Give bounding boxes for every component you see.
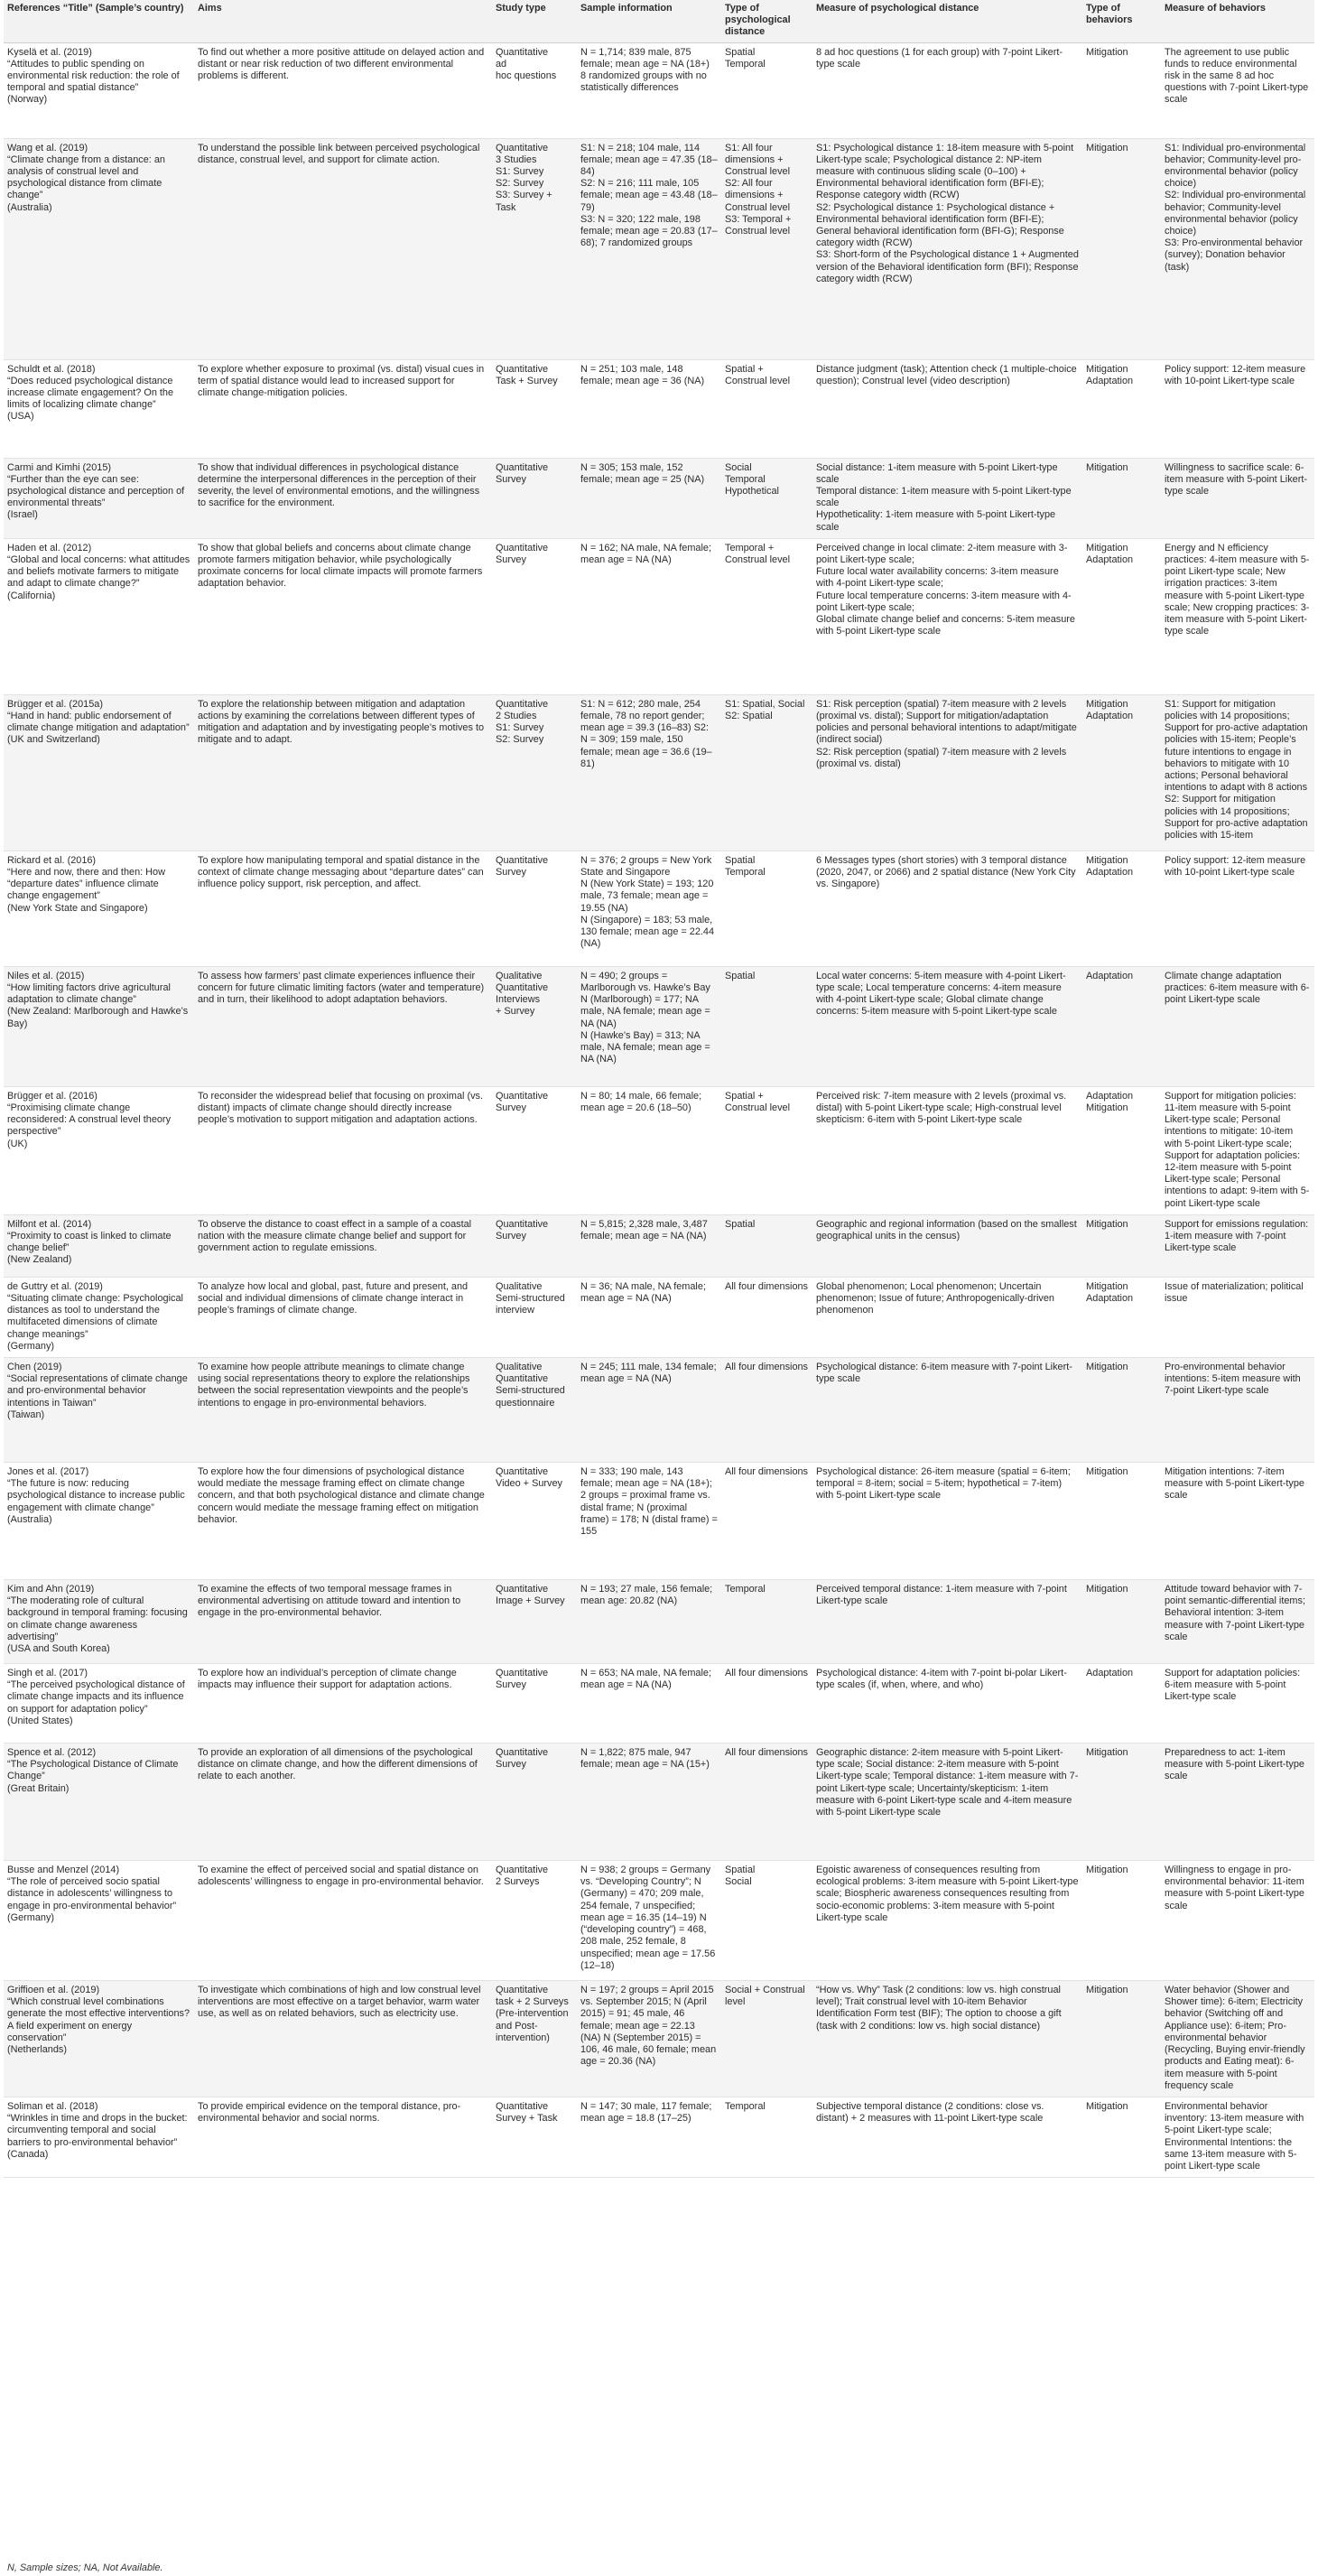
table-cell: N = 1,714; 839 male, 875 female; mean age = NA (18+) 8 randomized groups with no statistically differences bbox=[577, 42, 721, 138]
table-cell: Quantitative Survey bbox=[492, 1214, 577, 1277]
table-cell: N = 162; NA male, NA female; mean age = NA (NA) bbox=[577, 538, 721, 694]
table-row bbox=[4, 1580, 1314, 1664]
table-cell: Mitigation bbox=[1082, 1214, 1161, 1277]
table-row bbox=[4, 1744, 1314, 1861]
table-cell: N = 245; 111 male, 134 female; mean age = NA (NA) bbox=[577, 1358, 721, 1463]
table-cell: N = 376; 2 groups = New York State and Singapore N (New York State) = 193; 120 male, 73 female; mean age = 19.55 (NA) N (Singapore) = 183; 53 male, 130 female; mean age = 22.44 (NA) bbox=[577, 851, 721, 966]
table-cell: To examine the effects of two temporal message frames in environmental advertising on attitude toward and intention to engage in the pro-environmental behavior. bbox=[194, 1580, 492, 1664]
table-cell: Climate change adaptation practices: 6-item measure with 6-point Likert-type scale bbox=[1161, 966, 1314, 1086]
table-cell: Quantitative 2 Surveys bbox=[492, 1861, 577, 1981]
table-cell: The agreement to use public funds to reduce environmental risk in the same 8 ad hoc questions with 7-point Likert-type scale bbox=[1161, 42, 1314, 138]
table-cell: Quantitative Image + Survey bbox=[492, 1580, 577, 1664]
table-cell: S1: Spatial, Social S2: Spatial bbox=[721, 694, 812, 851]
table-cell: Psychological distance: 26-item measure (spatial = 6-item; temporal = 8-item; social = 5-item; hypothetical = 7-item) with 5-point Likert-type scale bbox=[812, 1463, 1082, 1580]
table-cell: Local water concerns: 5-item measure with 4-point Likert-type scale; Local temperature concerns: 4-item measure with 4-point Likert-type scale; Global climate change concerns: 5-item measure with 5-point Likert-type scale bbox=[812, 966, 1082, 1086]
table-cell: N = 147; 30 male, 117 female; mean age = 18.8 (17–25) bbox=[577, 2097, 721, 2177]
table-cell: Mitigation bbox=[1082, 138, 1161, 359]
table-cell: To find out whether a more positive attitude on delayed action and distant or near risk reduction of two different environmental problems is different. bbox=[194, 42, 492, 138]
table-cell: Griffioen et al. (2019) “Which construal level combinations generate the most effective interventions? A field experiment on energy conservation” (Netherlands) bbox=[4, 1981, 194, 2097]
table-cell: Jones et al. (2017) “The future is now: reducing psychological distance to increase public engagement with climate change” (Australia) bbox=[4, 1463, 194, 1580]
table-cell: To understand the possible link between perceived psychological distance, construal level, and support for climate action. bbox=[194, 138, 492, 359]
table-cell: Quantitative Survey bbox=[492, 1744, 577, 1861]
table-cell: Niles et al. (2015) “How limiting factors drive agricultural adaptation to climate change” (New Zealand: Marlborough and Hawke’s Bay) bbox=[4, 966, 194, 1086]
header-cell: Type of behaviors bbox=[1082, 0, 1161, 42]
table-row bbox=[4, 1277, 1314, 1357]
table-cell: Quantitative 2 Studies S1: Survey S2: Survey bbox=[492, 694, 577, 851]
table-row bbox=[4, 851, 1314, 966]
table-cell: S1: N = 218; 104 male, 114 female; mean age = 47.35 (18–84) S2: N = 216; 111 male, 105 female; mean age = 43.48 (18–79) S3: N = 320; 122 male, 198 female; mean age = 20.83 (17–68); 7 randomized groups bbox=[577, 138, 721, 359]
table-cell: Adaptation Mitigation bbox=[1082, 1086, 1161, 1214]
table-cell: To provide an exploration of all dimensions of the psychological distance on climate change, and how the different dimensions of relate to each another. bbox=[194, 1744, 492, 1861]
table-cell: Mitigation bbox=[1082, 458, 1161, 538]
table-cell: To assess how farmers’ past climate experiences influence their concern for future climatic limiting factors (water and temperature) and in turn, their likelihood to adopt adaptation behaviors. bbox=[194, 966, 492, 1086]
table-cell: N = 333; 190 male, 143 female; mean age = NA (18+); 2 groups = proximal frame vs. distal frame; N (proximal frame) = 178; N (distal frame) = 155 bbox=[577, 1463, 721, 1580]
table-cell: Spence et al. (2012) “The Psychological Distance of Climate Change” (Great Britain) bbox=[4, 1744, 194, 1861]
table-cell: To investigate which combinations of high and low construal level interventions are most effective on a target behavior, warm water use, as well as on related behaviors, such as electricity use. bbox=[194, 1981, 492, 2097]
table-cell: Perceived temporal distance: 1-item measure with 7-point Likert-type scale bbox=[812, 1580, 1082, 1664]
table-cell: Geographic and regional information (based on the smallest geographical units in the census) bbox=[812, 1214, 1082, 1277]
table-cell: N = 193; 27 male, 156 female; mean age: 20.82 (NA) bbox=[577, 1580, 721, 1664]
table-cell: “How vs. Why” Task (2 conditions: low vs. high construal level); Trait construal level with 10-item Behavior Identification Form test (BIF); The option to choose a gift (task with 2 conditions: low vs. high social distance) bbox=[812, 1981, 1082, 2097]
table-cell: Kyselä et al. (2019) “Attitudes to public spending on environmental risk reduction: the role of temporal and spatial distance” (Norway) bbox=[4, 42, 194, 138]
header-cell: Measure of behaviors bbox=[1161, 0, 1314, 42]
table-cell: 6 Messages types (short stories) with 3 temporal distance (2020, 2047, or 2066) and 2 spatial distance (New York City vs. Singapore) bbox=[812, 851, 1082, 966]
table-cell: Spatial Temporal bbox=[721, 42, 812, 138]
table-row bbox=[4, 138, 1314, 359]
table-cell: Quantitative Task + Survey bbox=[492, 359, 577, 458]
table-cell: Policy support: 12-item measure with 10-point Likert-type scale bbox=[1161, 851, 1314, 966]
table-cell: Social + Construal level bbox=[721, 1981, 812, 2097]
table-cell: N = 653; NA male, NA female; mean age = NA (NA) bbox=[577, 1664, 721, 1744]
table-footnote: N, Sample sizes; NA, Not Available. bbox=[7, 2562, 163, 2573]
table-cell: All four dimensions bbox=[721, 1358, 812, 1463]
table-cell: Perceived change in local climate: 2-item measure with 3-point Likert-type scale; Future local water availability concerns: 3-item measure with 4-point Likert-type scale; Future local temperature concerns: 3-item measure with 4-point Likert-type scale; Global climate change belief and concerns: 5-item measure with 5-point Likert-type scale bbox=[812, 538, 1082, 694]
table-cell: Kim and Ahn (2019) “The moderating role of cultural background in temporal framing: focusing on climate change awareness advertising” (USA and South Korea) bbox=[4, 1580, 194, 1664]
header-row bbox=[4, 0, 1314, 42]
table-cell: Willingness to sacrifice scale: 6-item measure with 5-point Likert-type scale bbox=[1161, 458, 1314, 538]
table-cell: Policy support: 12-item measure with 10-point Likert-type scale bbox=[1161, 359, 1314, 458]
table-cell: Support for mitigation policies: 11-item measure with 5-point Likert-type scale; Personal intentions to mitigate: 10-item with 5-point Likert-type scale; Support for adaptation policies: 12-item measure with 5-point Likert-type scale; Personal intentions to adapt: 9-item with 5-point Likert-type scale bbox=[1161, 1086, 1314, 1214]
table-cell: N = 490; 2 groups = Marlborough vs. Hawke’s Bay N (Marlborough) = 177; NA male, NA female; mean age = NA (NA) N (Hawke’s Bay) = 313; NA male, NA female; mean age = NA (NA) bbox=[577, 966, 721, 1086]
table-cell: To observe the distance to coast effect in a sample of a coastal nation with the measure climate change belief and support for government action to regulate emissions. bbox=[194, 1214, 492, 1277]
table-cell: Mitigation Adaptation bbox=[1082, 538, 1161, 694]
table-row bbox=[4, 1086, 1314, 1214]
table-cell: S1: All four dimensions + Construal level S2: All four dimensions + Construal level S3: Temporal + Construal level bbox=[721, 138, 812, 359]
table-cell: To provide empirical evidence on the temporal distance, pro-environmental behavior and social norms. bbox=[194, 2097, 492, 2177]
table-cell: Spatial + Construal level bbox=[721, 1086, 812, 1214]
table-cell: To analyze how local and global, past, future and present, and social and individual dimensions of climate change interact in people’s framings of climate change. bbox=[194, 1277, 492, 1357]
table-cell: 8 ad hoc questions (1 for each group) with 7-point Likert-type scale bbox=[812, 42, 1082, 138]
table-cell: Subjective temporal distance (2 conditions: close vs. distant) + 2 measures with 11-point Likert-type scale bbox=[812, 2097, 1082, 2177]
table-cell: Qualitative Quantitative Semi-structured questionnaire bbox=[492, 1358, 577, 1463]
table-cell: Busse and Menzel (2014) “The role of perceived socio spatial distance in adolescents’ willingness to engage in pro-environmental behavior” (Germany) bbox=[4, 1861, 194, 1981]
table-cell: Mitigation intentions: 7-item measure with 5-point Likert-type scale bbox=[1161, 1463, 1314, 1580]
table-cell: N = 5,815; 2,328 male, 3,487 female; mean age = NA (NA) bbox=[577, 1214, 721, 1277]
table-cell: Attitude toward behavior with 7-point semantic-differential items; Behavioral intention: 3-item measure with 7-point Likert-type scale bbox=[1161, 1580, 1314, 1664]
table-row bbox=[4, 1358, 1314, 1463]
table-cell: Spatial bbox=[721, 1214, 812, 1277]
table-cell: Mitigation bbox=[1082, 1580, 1161, 1664]
table-cell: All four dimensions bbox=[721, 1463, 812, 1580]
table-cell: To explore whether exposure to proximal (vs. distal) visual cues in term of spatial distance would lead to increased support for climate change-mitigation policies. bbox=[194, 359, 492, 458]
table-cell: Psychological distance: 6-item measure with 7-point Likert-type scale bbox=[812, 1358, 1082, 1463]
table-cell: Geographic distance: 2-item measure with 5-point Likert-type scale; Social distance: 2-item measure with 5-point Likert-type scale; Temporal distance: 1-item measure with 7-point Likert-type scale; Uncertainty/skepticism: 1-item measure with 6-point Likert-type scale and 4-item measure with 5-point Likert-type scale bbox=[812, 1744, 1082, 1861]
studies-table bbox=[4, 0, 1314, 2178]
table-row bbox=[4, 359, 1314, 458]
table-cell: S1: Individual pro-environmental behavior; Community-level pro-environmental behavior (policy choice) S2: Individual pro-environmental behavior; Community-level environmental behavior (policy choice) S3: Pro-environmental behavior (survey); Donation behavior (task) bbox=[1161, 138, 1314, 359]
table-cell: Chen (2019) “Social representations of climate change and pro-environmental behavior intentions in Taiwan” (Taiwan) bbox=[4, 1358, 194, 1463]
table-cell: Milfont et al. (2014) “Proximity to coast is linked to climate change belief” (New Zealand) bbox=[4, 1214, 194, 1277]
header-cell: Study type bbox=[492, 0, 577, 42]
table-cell: Temporal + Construal level bbox=[721, 538, 812, 694]
table-cell: N = 251; 103 male, 148 female; mean age = 36 (NA) bbox=[577, 359, 721, 458]
table-cell: Energy and N efficiency practices: 4-item measure with 5-point Likert-type scale; New irrigation practices: 3-item measure with 5-point Likert-type scale; New cropping practices: 3-item measure with 5-point Likert-type scale bbox=[1161, 538, 1314, 694]
table-cell: Haden et al. (2012) “Global and local concerns: what attitudes and beliefs motivate farmers to mitigate and adapt to climate change?” (California) bbox=[4, 538, 194, 694]
table-cell: Support for emissions regulation: 1-item measure with 7-point Likert-type scale bbox=[1161, 1214, 1314, 1277]
table-cell: Support for adaptation policies: 6-item measure with 5-point Likert-type scale bbox=[1161, 1664, 1314, 1744]
table-cell: Brügger et al. (2016) “Proximising climate change reconsidered: A construal level theory perspective” (UK) bbox=[4, 1086, 194, 1214]
table-cell: Adaptation bbox=[1082, 966, 1161, 1086]
table-cell: Quantitative Survey bbox=[492, 1086, 577, 1214]
table-cell: Mitigation bbox=[1082, 2097, 1161, 2177]
table-body bbox=[4, 42, 1314, 2178]
table-cell: Quantitative Survey bbox=[492, 1664, 577, 1744]
table-cell: Environmental behavior inventory: 13-item measure with 5-point Likert-type scale; Environmental Intentions: the same 13-item measure with 5-point Likert-type scale bbox=[1161, 2097, 1314, 2177]
table-cell: Water behavior (Shower and Shower time): 6-item; Electricity behavior (Switching off and Appliance use): 6-item; Pro-environmental behavior (Recycling, Buying envir-friendly products and Eating meat): 6-item measure with 5-point frequency scale bbox=[1161, 1981, 1314, 2097]
table-cell: N = 938; 2 groups = Germany vs. “Developing Country”; N (Germany) = 470; 209 male, 254 female, 7 unspecified; mean age = 16.35 (14–19) N (“developing country”) = 468, 208 male, 252 female, 8 unspecified; mean age = 17.56 (12–18) bbox=[577, 1861, 721, 1981]
table-row bbox=[4, 42, 1314, 138]
table-cell: To reconsider the widespread belief that focusing on proximal (vs. distant) impacts of climate change should directly increase people’s motivation to support mitigation and adaptation actions. bbox=[194, 1086, 492, 1214]
table-cell: Perceived risk: 7-item measure with 2 levels (proximal vs. distal) with 5-point Likert-type scale; High-construal level skepticism: 6-item with 5-point Likert-type scale bbox=[812, 1086, 1082, 1214]
table-row bbox=[4, 458, 1314, 538]
table-cell: Carmi and Kimhi (2015) “Further than the eye can see: psychological distance and perception of environmental threats” (Israel) bbox=[4, 458, 194, 538]
table-cell: Schuldt et al. (2018) “Does reduced psychological distance increase climate engagement? On the limits of localizing climate change” (USA) bbox=[4, 359, 194, 458]
table-row bbox=[4, 1214, 1314, 1277]
table-cell: N = 197; 2 groups = April 2015 vs. September 2015; N (April 2015) = 91; 45 male, 46 female; mean age = 22.13 (NA) N (September 2015) = 106, 46 male, 60 female; mean age = 20.36 (NA) bbox=[577, 1981, 721, 2097]
table-row bbox=[4, 966, 1314, 1086]
table-cell: Quantitative 3 Studies S1: Survey S2: Survey S3: Survey + Task bbox=[492, 138, 577, 359]
table-cell: All four dimensions bbox=[721, 1277, 812, 1357]
table-cell: Qualitative Quantitative Interviews + Survey bbox=[492, 966, 577, 1086]
table-row bbox=[4, 2097, 1314, 2177]
table-cell: To explore how manipulating temporal and spatial distance in the context of climate change messaging about “departure dates” can influence policy support, risk perception, and affect. bbox=[194, 851, 492, 966]
table-cell: Preparedness to act: 1-item measure with 5-point Likert-type scale bbox=[1161, 1744, 1314, 1861]
table-cell: Mitigation bbox=[1082, 1358, 1161, 1463]
header-cell: Sample information bbox=[577, 0, 721, 42]
table-cell: Mitigation bbox=[1082, 1744, 1161, 1861]
table-cell: Mitigation bbox=[1082, 42, 1161, 138]
table-cell: Mitigation bbox=[1082, 1463, 1161, 1580]
table-row bbox=[4, 1981, 1314, 2097]
table-cell: Social distance: 1-item measure with 5-point Likert-type scale Temporal distance: 1-item measure with 5-point Likert-type scale Hypotheticality: 1-item measure with 5-point Likert-type scale bbox=[812, 458, 1082, 538]
table-cell: Psychological distance: 4-item with 7-point bi-polar Likert-type scales (if, when, where, and who) bbox=[812, 1664, 1082, 1744]
table-cell: Spatial Temporal bbox=[721, 851, 812, 966]
table-cell: Willingness to engage in pro-environmental behavior: 11-item measure with 5-point Likert-type scale bbox=[1161, 1861, 1314, 1981]
table-cell: Adaptation bbox=[1082, 1664, 1161, 1744]
table-cell: To show that global beliefs and concerns about climate change promote farmers mitigation behavior, while psychologically proximate concerns for local climate impacts will promote farmers adaptation behavior. bbox=[194, 538, 492, 694]
table-cell: Singh et al. (2017) “The perceived psychological distance of climate change impacts and its influence on support for adaptation policy” (United States) bbox=[4, 1664, 194, 1744]
header-cell: Type of psychological distance bbox=[721, 0, 812, 42]
table-cell: Distance judgment (task); Attention check (1 multiple-choice question); Construal level (video description) bbox=[812, 359, 1082, 458]
table-cell: N = 305; 153 male, 152 female; mean age = 25 (NA) bbox=[577, 458, 721, 538]
table-cell: N = 80; 14 male, 66 female; mean age = 20.6 (18–50) bbox=[577, 1086, 721, 1214]
header-cell: Measure of psychological distance bbox=[812, 0, 1082, 42]
table-cell: Mitigation Adaptation bbox=[1082, 1277, 1161, 1357]
table-cell: Soliman et al. (2018) “Wrinkles in time and drops in the bucket: circumventing temporal and social barriers to pro-environmental behavior” (Canada) bbox=[4, 2097, 194, 2177]
table-row bbox=[4, 1861, 1314, 1981]
table-cell: To examine the effect of perceived social and spatial distance on adolescents’ willingness to engage in pro-environmental behavior. bbox=[194, 1861, 492, 1981]
table-cell: Temporal bbox=[721, 2097, 812, 2177]
table-cell: S1: N = 612; 280 male, 254 female, 78 no report gender; mean age = 39.3 (16–83) S2: N = 309; 159 male, 150 female; mean age = 36.6 (19–81) bbox=[577, 694, 721, 851]
table-cell: Temporal bbox=[721, 1580, 812, 1664]
table-cell: S1: Psychological distance 1: 18-item measure with 5-point Likert-type scale; Psychological distance 2: NP-item measure with continuous sliding scale (0–100) + Environmental behavioral identification form (BFI-E); Response category width (RCW) S2: Psychological distance 1: Psychological distance + Environmental behavioral identification form (BFI-E); General behavioral identification form (BFI-G); Response category width (RCW) S3: Short-form of the Psychological distance 1 + Augmented version of the Behavioral identification form (BFI); Response category width (RCW) bbox=[812, 138, 1082, 359]
table-cell: Quantitative Survey bbox=[492, 458, 577, 538]
table-row bbox=[4, 1463, 1314, 1580]
table-cell: Global phenomenon; Local phenomenon; Uncertain phenomenon; Issue of future; Anthropogenically-driven phenomenon bbox=[812, 1277, 1082, 1357]
table-cell: Qualitative Semi-structured interview bbox=[492, 1277, 577, 1357]
table-cell: Brügger et al. (2015a) “Hand in hand: public endorsement of climate change mitigation and adaptation” (UK and Switzerland) bbox=[4, 694, 194, 851]
table-cell: Quantitative Survey bbox=[492, 851, 577, 966]
table-cell: Wang et al. (2019) “Climate change from a distance: an analysis of construal level and psychological distance from climate change” (Australia) bbox=[4, 138, 194, 359]
table-cell: To examine how people attribute meanings to climate change using social representations theory to explore the relationships between the social representation viewpoints and the people’s intentions to engage in pro-environmental behaviors. bbox=[194, 1358, 492, 1463]
table-cell: Quantitative Survey bbox=[492, 538, 577, 694]
table-cell: Social Temporal Hypothetical bbox=[721, 458, 812, 538]
table-cell: Spatial + Construal level bbox=[721, 359, 812, 458]
table-row bbox=[4, 1664, 1314, 1744]
table-cell: S1: Risk perception (spatial) 7-item measure with 2 levels (proximal vs. distal); Support for mitigation/adaptation policies and personal behavioral intentions to adapt/mitigate (indirect social) S2: Risk perception (spatial) 7-item measure with 2 levels (proximal vs. distal) bbox=[812, 694, 1082, 851]
table-cell: Mitigation bbox=[1082, 1981, 1161, 2097]
table-cell: Mitigation Adaptation bbox=[1082, 851, 1161, 966]
table-cell: Mitigation Adaptation bbox=[1082, 694, 1161, 851]
table-cell: Quantitative Video + Survey bbox=[492, 1463, 577, 1580]
table-cell: To explore how the four dimensions of psychological distance would mediate the message framing effect on climate change concern, and that both psychological distance and climate change concern would mediate the message framing effect on mitigation behavior. bbox=[194, 1463, 492, 1580]
table-cell: Mitigation Adaptation bbox=[1082, 359, 1161, 458]
table-cell: Issue of materialization; political issue bbox=[1161, 1277, 1314, 1357]
table-cell: All four dimensions bbox=[721, 1664, 812, 1744]
table-cell: S1: Support for mitigation policies with 14 propositions; Support for pro-active adaptation policies with 15-item; People’s future intentions to engage in behaviors to mitigate with 10 actions; Personal behavioral intentions to adapt with 8 actions S2: Support for mitigation policies with 14 propositions; Support for pro-active adaptation policies with 15-item bbox=[1161, 694, 1314, 851]
table-cell: To explore the relationship between mitigation and adaptation actions by examining the correlations between different types of mitigation and adaptation and by investigating people’s motives to mitigate and to adapt. bbox=[194, 694, 492, 851]
header-cell: Aims bbox=[194, 0, 492, 42]
table-cell: Quantitative task + 2 Surveys (Pre-intervention and Post-intervention) bbox=[492, 1981, 577, 2097]
table-header bbox=[4, 0, 1314, 42]
table-cell: All four dimensions bbox=[721, 1744, 812, 1861]
table-cell: To explore how an individual’s perception of climate change impacts may influence their support for adaptation actions. bbox=[194, 1664, 492, 1744]
table-row bbox=[4, 694, 1314, 851]
header-cell: References “Title” (Sample’s country) bbox=[4, 0, 194, 42]
table-cell: Rickard et al. (2016) “Here and now, there and then: How “departure dates” influence climate change engagement” (New York State and Singapore) bbox=[4, 851, 194, 966]
table-cell: Egoistic awareness of consequences resulting from ecological problems: 3-item measure with 5-point Likert-type scale; Biospheric awareness consequences resulting from socio-economic problems: 3-item measure with 5-point Likert-type scale bbox=[812, 1861, 1082, 1981]
table-cell: To show that individual differences in psychological distance determine the interpersonal differences in the perception of their severity, the level of environmental emotions, and the willingness to sacrifice for the environment. bbox=[194, 458, 492, 538]
table-cell: Spatial Social bbox=[721, 1861, 812, 1981]
table-cell: Quantitative ad hoc questions bbox=[492, 42, 577, 138]
table-cell: Mitigation bbox=[1082, 1861, 1161, 1981]
table-cell: N = 1,822; 875 male, 947 female; mean age = NA (15+) bbox=[577, 1744, 721, 1861]
table-cell: Spatial bbox=[721, 966, 812, 1086]
table-cell: Quantitative Survey + Task bbox=[492, 2097, 577, 2177]
table-cell: N = 36; NA male, NA female; mean age = NA (NA) bbox=[577, 1277, 721, 1357]
table-cell: de Guttry et al. (2019) “Situating climate change: Psychological distances as tool to understand the multifaceted dimensions of climate change meanings” (Germany) bbox=[4, 1277, 194, 1357]
table-row bbox=[4, 538, 1314, 694]
table-cell: Pro-environmental behavior intentions: 5-item measure with 7-point Likert-type scale bbox=[1161, 1358, 1314, 1463]
